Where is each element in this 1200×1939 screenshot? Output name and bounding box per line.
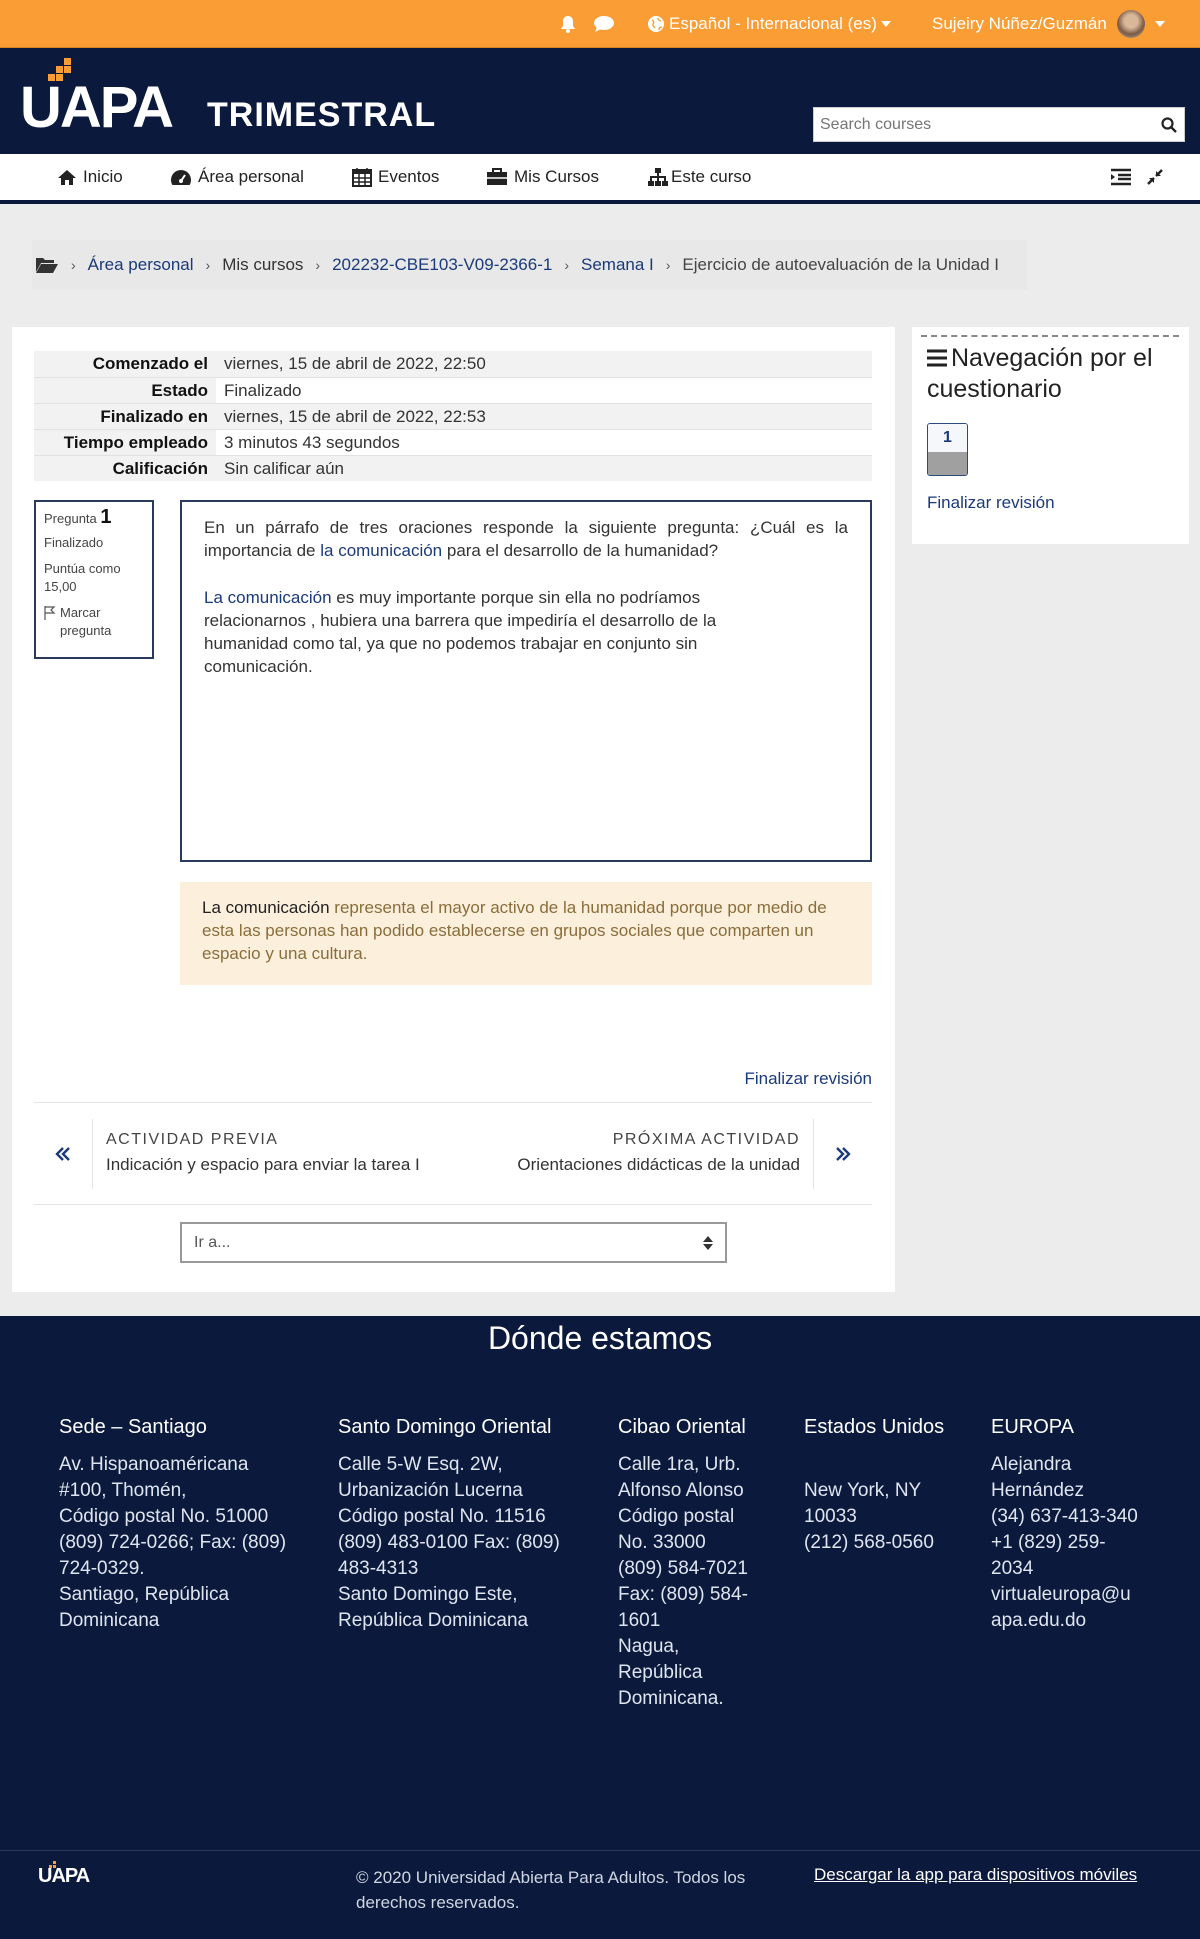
footer-column xyxy=(59,1414,299,1634)
folder-open-icon[interactable] xyxy=(35,255,59,275)
footer-column-heading: EUROPA xyxy=(991,1416,1074,1438)
footer-line: apa.edu.do xyxy=(991,1610,1087,1631)
footer-line: (34) 637-413-340 xyxy=(991,1506,1138,1527)
sitemap-icon xyxy=(647,167,669,187)
footer-line: Alfonso Alonso xyxy=(618,1480,744,1501)
footer-line: Santiago, República xyxy=(59,1584,230,1605)
divider xyxy=(34,1204,872,1205)
nav-label: Área personal xyxy=(198,167,304,186)
caret-down-icon xyxy=(1155,21,1165,27)
question-prompt xyxy=(204,516,848,562)
footer-line: New York, NY xyxy=(804,1480,922,1501)
divider xyxy=(34,1102,872,1103)
quiz-nav-finish-link[interactable]: Finalizar revisión xyxy=(927,493,1055,512)
nav-label: Mis Cursos xyxy=(514,167,600,186)
globe-icon xyxy=(647,15,665,33)
footer-line: virtualeuropa@u xyxy=(991,1584,1131,1605)
summary-row xyxy=(34,455,872,481)
flag-icon xyxy=(44,606,56,620)
next-activity-link[interactable] xyxy=(472,1119,872,1189)
quiz-nav-title-text: Navegación por el cuestionario xyxy=(927,344,1153,403)
nav-label: Inicio xyxy=(83,167,123,186)
quiz-nav-button-1[interactable] xyxy=(927,423,968,476)
summary-value: viernes, 15 de abril de 2022, 22:50 xyxy=(216,351,872,377)
question-label: Pregunta xyxy=(44,511,97,526)
footer-line: Dominicana xyxy=(59,1610,160,1631)
breadcrumb-current: Ejercicio de autoevaluación de la Unidad I xyxy=(682,255,1000,274)
footer-line: (212) 568-0560 xyxy=(804,1532,934,1553)
footer-column-heading: Estados Unidos xyxy=(804,1416,945,1438)
breadcrumb xyxy=(32,240,1027,290)
breadcrumb-area-personal[interactable]: Área personal xyxy=(87,255,194,274)
search-input[interactable] xyxy=(814,108,1154,141)
footer-line: (809) 584-7021 xyxy=(618,1558,748,1579)
footer-line: Calle 5-W Esq. 2W, xyxy=(338,1454,503,1475)
drawer-toggle-icon[interactable] xyxy=(1110,154,1132,200)
question-box xyxy=(180,500,872,862)
footer-line: +1 (829) 259- xyxy=(991,1532,1106,1553)
footer-line xyxy=(804,1452,964,1478)
footer-line: Urbanización Lucerna xyxy=(338,1480,523,1501)
finish-review-link[interactable]: Finalizar revisión xyxy=(744,1069,872,1088)
breadcrumb-mis-cursos: Mis cursos xyxy=(222,255,304,274)
breadcrumb-course[interactable]: 202232-CBE103-V09-2366-1 xyxy=(332,255,553,274)
avatar xyxy=(1117,10,1145,38)
prompt-text: para el desarrollo de la humanidad? xyxy=(442,541,719,560)
summary-value: viernes, 15 de abril de 2022, 22:53 xyxy=(216,404,872,429)
jump-to-label: Ir a... xyxy=(194,1233,231,1251)
footer-line: (809) 724-0266; Fax: (809) xyxy=(59,1532,287,1553)
compress-icon[interactable] xyxy=(1146,154,1164,200)
search-box xyxy=(813,107,1185,142)
language-label: Español - Internacional (es) xyxy=(669,14,877,33)
chevron-right-icon: › xyxy=(205,257,211,273)
summary-row xyxy=(34,429,872,455)
summary-row xyxy=(34,403,872,429)
comment-icon[interactable] xyxy=(593,0,615,48)
dashboard-icon xyxy=(170,168,192,186)
footer-line: Dominicana. xyxy=(618,1688,724,1709)
footer-line: (809) 483-0100 Fax: (809) xyxy=(338,1532,560,1553)
summary-label: Finalizado en xyxy=(34,404,216,429)
sort-arrows-icon xyxy=(703,1236,713,1250)
footer-line: Av. Hispanoaméricana xyxy=(59,1454,249,1475)
chevron-right-icon: › xyxy=(315,257,321,273)
nav-item-area-personal[interactable] xyxy=(170,154,304,200)
glossary-link[interactable]: la comunicación xyxy=(320,541,443,560)
language-menu[interactable] xyxy=(647,0,891,48)
footer-line: No. 33000 xyxy=(618,1532,706,1553)
footer-column xyxy=(991,1414,1151,1634)
caret-down-icon xyxy=(881,21,891,27)
user-name: Sujeiry Núñez/Guzmán xyxy=(932,14,1107,33)
chevron-right-icon: › xyxy=(564,257,569,273)
footer-line: Hernández xyxy=(991,1480,1084,1501)
footer-line: 1601 xyxy=(618,1610,661,1631)
question-marks: Puntúa como 15,00 xyxy=(44,561,121,594)
nav-item-este-curso[interactable] xyxy=(647,154,751,200)
logo-text: UAPA xyxy=(20,75,173,140)
footer-column xyxy=(804,1414,964,1556)
site-header xyxy=(0,48,1200,154)
footer-column-heading: Cibao Oriental xyxy=(618,1416,746,1438)
question-number xyxy=(44,508,144,528)
prev-activity-title: Indicación y espacio para enviar la tarea I xyxy=(106,1155,420,1174)
bars-icon xyxy=(927,349,947,367)
footer-line: Alejandra xyxy=(991,1454,1072,1475)
copyright: © 2020 Universidad Abierta Para Adultos. Todos los derechos reservados. xyxy=(356,1868,746,1912)
footer-line: 10033 xyxy=(804,1506,857,1527)
flag-label: Marcar pregunta xyxy=(60,605,112,638)
footer xyxy=(0,1316,1200,1850)
chevron-right-icon: › xyxy=(665,257,671,273)
footer-line: República Dominicana xyxy=(338,1610,529,1631)
nav-item-eventos[interactable] xyxy=(352,154,439,200)
user-menu[interactable] xyxy=(932,0,1165,48)
footer-line: 724-0329. xyxy=(59,1558,145,1579)
prev-activity-link[interactable] xyxy=(34,1119,434,1189)
bell-icon[interactable] xyxy=(558,0,578,48)
nav-label: Este curso xyxy=(671,167,752,186)
feedback-lead: La comunicación xyxy=(202,898,330,917)
home-icon xyxy=(57,169,77,185)
jump-to-select[interactable] xyxy=(180,1222,727,1263)
question-info xyxy=(34,500,154,659)
footer-column-heading: Santo Domingo Oriental xyxy=(338,1416,552,1438)
main-content xyxy=(12,327,895,1292)
divider xyxy=(92,1119,93,1189)
footer-column xyxy=(338,1414,578,1634)
summary-row xyxy=(34,377,872,403)
calendar-icon xyxy=(352,167,372,187)
briefcase-icon xyxy=(486,168,508,186)
footer-line: #100, Thomén, xyxy=(59,1480,187,1501)
footer-line: Código postal xyxy=(618,1506,735,1527)
summary-value: Finalizado xyxy=(224,380,302,400)
summary-value: 3 minutos 43 segundos xyxy=(224,432,400,452)
bottom-bar xyxy=(0,1850,1200,1939)
footer-line: Santo Domingo Este, xyxy=(338,1584,518,1605)
nav-item-mis-cursos[interactable] xyxy=(486,154,599,200)
footer-line: Nagua, xyxy=(618,1636,680,1657)
question-state: Finalizado xyxy=(44,535,104,550)
prompt-text: En un párrafo de tres oraciones responde la siguiente pregunta: ¿Cuál es la importancia de xyxy=(204,518,848,560)
nav-item-inicio[interactable] xyxy=(57,154,123,200)
footer-line: 483-4313 xyxy=(338,1558,419,1579)
drag-handle[interactable] xyxy=(921,335,1179,337)
footer-line: Código postal No. 11516 xyxy=(338,1506,546,1527)
summary-label: Comenzado el xyxy=(34,351,216,377)
feedback-text: representa el mayor activo de la humanidad porque por medio de esta las personas han podido establecerse en grupos sociales que comparten un espacio y una cultura. xyxy=(202,898,827,963)
footer-line: Fax: (809) 584- xyxy=(618,1584,748,1605)
footer-line: Código postal No. 51000 xyxy=(59,1506,269,1527)
summary-label: Tiempo empleado xyxy=(34,430,216,455)
footer-column xyxy=(618,1414,768,1712)
footer-line: 2034 xyxy=(991,1558,1034,1579)
quiz-nav-button-number: 1 xyxy=(928,424,967,452)
next-activity-title: Orientaciones didácticas de la unidad xyxy=(517,1155,800,1174)
double-chevron-right-icon xyxy=(834,1145,852,1163)
logo[interactable] xyxy=(20,48,190,154)
footer-column-heading: Sede – Santiago xyxy=(59,1416,207,1438)
nav-label: Eventos xyxy=(378,167,440,186)
footer-title: Dónde estamos xyxy=(487,1320,713,1356)
footer-line: Calle 1ra, Urb. xyxy=(618,1454,741,1475)
student-answer xyxy=(204,586,764,678)
footer-line: República xyxy=(618,1662,703,1683)
mobile-app-link[interactable]: Descargar la app para dispositivos móviles xyxy=(814,1865,1138,1884)
answer-text: es muy importante porque sin ella no podríamos relacionarnos , hubiera una barrera que impediría el desarrollo de la humanidad como tal, ya que no podemos trabajar en conjunto sin comunicación. xyxy=(204,588,717,676)
divider xyxy=(813,1119,814,1189)
footer-logo[interactable] xyxy=(38,1861,98,1891)
summary-value: Sin calificar aún xyxy=(216,456,872,481)
summary-label: Calificación xyxy=(34,456,216,481)
glossary-link[interactable]: La comunicación xyxy=(204,588,332,607)
flag-question[interactable] xyxy=(44,604,144,640)
summary-row xyxy=(34,351,872,377)
general-feedback xyxy=(180,882,872,985)
breadcrumb-semana[interactable]: Semana I xyxy=(580,255,654,274)
quiz-nav-button-status xyxy=(928,452,967,476)
footer-logo-text: UAPA xyxy=(38,1865,90,1887)
next-activity-label: PRÓXIMA ACTIVIDAD xyxy=(612,1131,800,1148)
summary-label: Estado xyxy=(34,378,216,403)
search-icon[interactable] xyxy=(1154,108,1184,141)
question-number-value: 1 xyxy=(100,506,112,528)
top-bar xyxy=(0,0,1200,48)
quiz-navigation-block xyxy=(912,327,1189,544)
prev-activity-label: ACTIVIDAD PREVIA xyxy=(106,1131,279,1148)
quiz-nav-title xyxy=(927,343,1177,405)
main-nav xyxy=(0,154,1200,204)
chevron-right-icon: › xyxy=(71,257,76,273)
double-chevron-left-icon xyxy=(54,1145,72,1163)
site-subtitle: TRIMESTRAL xyxy=(207,96,437,134)
